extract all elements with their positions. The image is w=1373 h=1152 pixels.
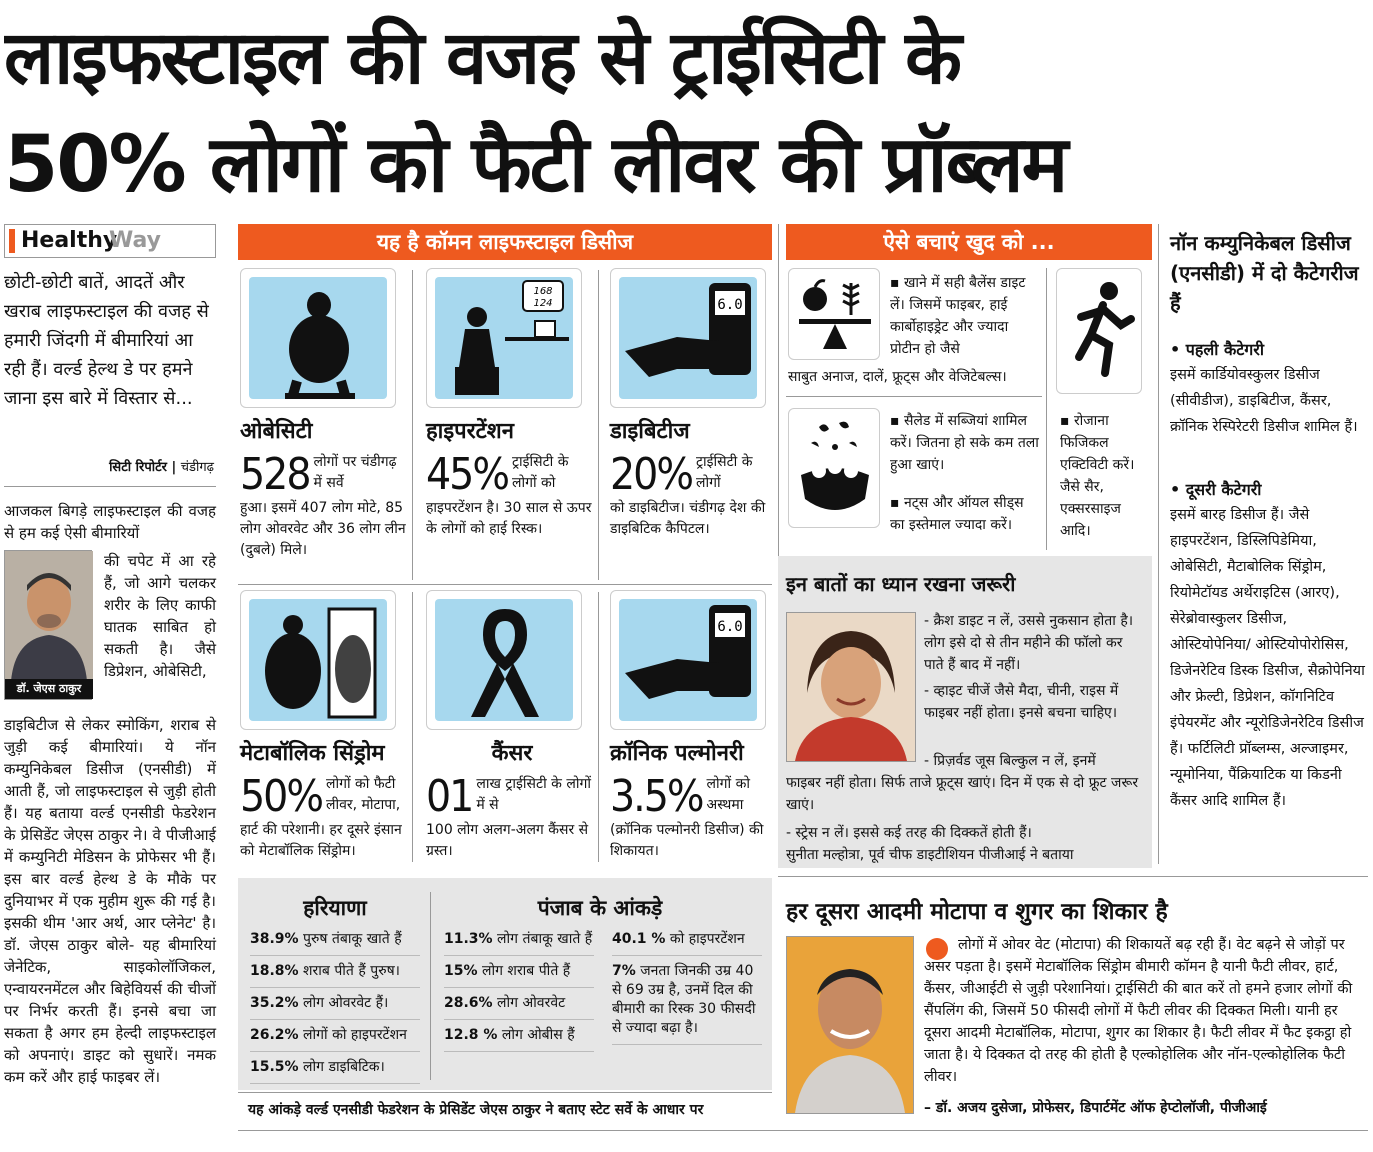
stat-row [250,1020,420,1052]
tip-balanced-diet-a: ▪ खाने में सही बैलेंस डाइट लें। जिसमें फाइबर, हाई कार्बोहाइड्रेट और ज्यादा प्रोटीन हो जैसे [890,275,1026,357]
obesity-text-b: हुआ। इसमें 407 लोग मोटे, 85 लोग ओवरवेट और 36 लोग लीन (दुबले) मिले। [240,500,406,558]
common-diseases-header: यह है कॉमन लाइफस्टाइल डिसीज [238,224,772,260]
ncd-title: नॉन कम्युनिकेबल डिसीज (एनसीडी) में दो कैटेगरीज हैं [1170,231,1359,315]
cancer-desc [426,771,592,862]
stat-value: 18.8% [250,963,299,979]
obesity-text-a: लोगों पर चंडीगढ़ में सर्वे [313,454,397,491]
metabolic-syndrome-desc [240,771,406,862]
stat-value: 40.1 % [612,931,666,947]
tip-salad: ▪ सैलेड में सब्जियां शामिल करें। जितना हो सके कम तला हुआ खाएं। [890,413,1039,473]
stat-value: 15% [444,963,478,979]
photo-caption: डॉ. जेएस ठाकुर [5,679,93,699]
haryana-list [250,924,420,1084]
stat-row [612,956,762,1045]
stat-text: को हाइपरटेंशन [669,931,745,947]
careful-credit: सुनीता मल्होत्रा, पूर्व चीफ डाइटीशियन पीजीआई ने बताया [786,847,1074,863]
careful-p2: - व्हाइट चीजें जैसे मैदा, चीनी, राइस में फाइबर नहीं होता। इनसे बचना चाहिए। [924,683,1119,721]
cancer-stat: 01 [426,771,473,822]
chronic-pulmonary-stat: 3.5% [610,771,703,822]
stat-text: पुरुष तंबाकू खाते हैं [303,931,402,947]
cancer-icon [426,590,582,730]
ncd-cat2-text: इसमें बारह डिसीज हैं। जैसे हाइपरटेंशन, डिस्लिपिडेमिया, ओबेसिटी, मैटाबोलिक सिंड्रोम, रियोमेटॉयड अर्थेराइटिस (आरए), सेरेब्रोवास्कुलर डिसीज, ओस्टियोपेनिया/ ओस्टियोपोरोसिस, डिजेनरेटिव डिस्क डिसीज, सैक्रोपेनिया और फ्रेल्टी, डिप्रेशन, कॉगनिटिव इंपेयरमेंट और न्यूरोडिजेनरेटिव डिसीज हैं। फर्टिलिटी प्रॉब्लम्स, अल्जाइमर, न्यूमोनिया, पैंक्रियाटिक या किडनी कैंसर आदि शामिल हैं। [1170,507,1365,809]
careful-p1: - क्रैश डाइट न लें, उससे नुकसान होता है। लोग इसे दो से तीन महीने की फॉलो कर पाते हैं बाद में नहीं। [924,613,1134,673]
careful-p3a: - प्रिज़र्वड जूस बिल्कुल न लें, इनमें [924,753,1096,769]
badge-light: Way [109,228,161,253]
punjab-list-2 [612,924,762,1045]
left-intro: छोटी-छोटी बातें, आदतें और खराब लाइफस्टाइल की वजह से हमारी जिंदगी में बीमारियां आ रही हैं। वर्ल्ड हेल्थ डे पर हमने जाना इस बारे में विस्तार से... [4,272,209,409]
meter-reading: 6.0 [717,297,743,313]
punjab-title: पंजाब के आंकड़े [537,896,663,920]
stat-row [250,956,420,988]
tip-nuts: ▪ नट्स और ऑयल सीड्स का इस्तेमाल ज्यादा करें। [890,495,1024,533]
stat-value: 7% [612,963,636,979]
bp-reading-bottom: 124 [533,298,553,309]
stat-value: 15.5% [250,1059,299,1075]
punjab-list-1 [444,924,594,1052]
metabolic-syndrome-text-b: हार्ट की परेशानी। हर दूसरे इंसान को मेटाबॉलिक सिंड्रोम। [240,822,402,859]
obesity-text: लोगों में ओवर वेट (मोटापा) की शिकायतें बढ़ रही हैं। वेट बढ़ने से जोड़ों पर असर पड़ता है। इसमें मेटाबॉलिक सिंड्रोम बीमारी कॉमन है यानी फैटी लीवर, हार्ट, कैंसर, जीआईटी से जुड़ी परेशानियां। ट्राईसिटी की बात करें तो हमने हजार लोगों की सैंपलिंग की, जिसमें 50 फीसदी लोगों में फैटी लीवर की दिक्कत मिली। यानी हर दूसरा आदमी मेटाबॉलिक, मोटापा, शुगर का शिकार है। फैटी लीवर में फैट इकट्ठा हो जाता है। ये दिक्कत दो तरह की होती है एल्कोहोलिक और नॉन-एल्कोहोलिक फैटी लीवर। [924,937,1353,1085]
hypertension-title: हाइपरटेंशन [426,419,514,444]
stat-text: लोग तंबाकू खाते हैं [497,931,593,947]
stat-text: लोग ओबीस हैं [501,1027,575,1043]
balance-diet-icon [788,268,880,360]
chronic-pulmonary-desc [610,771,776,862]
headline-line-2: 50% लोगों को फैटी लीवर की प्रॉब्लम [4,120,1067,210]
stat-value: 35.2% [250,995,299,1011]
stat-row [612,924,762,956]
obesity-title: ओबेसिटी [240,419,313,444]
badge-bold: Healthy [21,228,118,253]
hypertension-stat: 45% [426,449,508,500]
running-person-icon [1056,268,1142,394]
tip-balanced-diet-b: साबुत अनाज, दालें, फ्रूट्स और वेजिटेबल्स। [788,369,1007,385]
hypertension-desc [426,449,592,540]
prevention-header: ऐसे बचाएं खुद को ... [786,224,1152,260]
cancer-title: कैंसर [491,741,533,766]
metabolic-syndrome-title: मेटाबॉलिक सिंड्रोम [240,741,385,766]
malhotra-photo [786,612,916,762]
diabetes-title: डाइबिटीज [610,419,690,444]
stat-value: 11.3% [444,931,493,947]
stat-row [250,924,420,956]
diabetes-stat: 20% [610,449,692,500]
diabetes-text-a: ट्राईसिटी के लोगों [695,454,753,491]
careful-p4: - स्ट्रेस न लें। इससे कई तरह की दिक्कतें होती हैं। [786,825,1032,841]
stat-text: लोग ओवरवेट [497,995,566,1011]
stat-value: 38.9% [250,931,299,947]
stat-value: 12.8 % [444,1027,498,1043]
diabetes-text-b: को डाइबिटीज। चंडीगढ़ देश की डाइबिटिक कैपिटल। [610,500,766,537]
stat-text: लोग शराब पीते हैं [481,963,571,979]
left-para-1c: डाइबिटीज से लेकर स्मोकिंग, शराब से जुड़ी कई बीमारियां। ये नॉन कम्युनिकेबल डिसीज (एनसीडी) में आती हैं, जो लाइफस्टाइल से जुड़ी होती हैं। यह बताया वर्ल्ड एनसीडी फेडरेशन के प्रेसिडेंट जेएस ठाकुर ने। वे पीजीआई में कम्युनिटी मेडिसन के प्रोफेसर भी हैं। इस बार वर्ल्ड हेल्थ डे के मौके पर दुनियाभर में एक मुहीम शुरू की गई है। इसकी थीम 'आर अर्थ, आर प्लेनेट' है। डॉ. जेएस ठाकुर बोले- यह बीमारियां जेनेटिक, साइकोलॉजिकल, एन्वायरनमेंटल और बिहेवियर्स की चीजों पर निर्भर करती हैं। इनसे बचा जा सकता है अगर हम हेल्दी लाइफस्टाइल को अपनाएं। डाइट को सुधारें। नमक कम करें और हाई फाइबर लें। [4,716,216,1086]
obesity-stat: 528 [240,449,310,500]
hypertension-text-b: हाइपरटेंशन है। 30 साल से ऊपर के लोगों को हाई रिस्क। [426,500,592,537]
stat-row [444,988,594,1020]
metabolic-syndrome-stat: 50% [240,771,322,822]
chronic-pulmonary-text-a: लोगों को अस्थमा [706,776,751,813]
metabolic-syndrome-icon [240,590,396,730]
cancer-text-b: 100 लोग अलग-अलग कैंसर से ग्रस्त। [426,822,589,859]
meter-reading-2: 6.0 [717,619,743,635]
stat-value: 26.2% [250,1027,299,1043]
tip-activity: ▪ रोजाना फिजिकल एक्टिविटी करें। जैसे सैर, एक्सरसाइज आदि। [1060,413,1135,539]
obesity-title: हर दूसरा आदमी मोटापा व शुगर का शिकार है [786,899,1168,925]
stat-text: शराब पीते हैं पुरुष। [303,963,400,979]
ncd-cat1-text: इसमें कार्डियोवस्कुलर डिसीज (सीवीडीज), डाइबिटीज, कैंसर, क्रॉनिक रेस्पिरेटरी डिसीज शामिल हैं। [1170,367,1358,435]
stat-row [444,924,594,956]
salad-bowl-icon [788,408,880,528]
stat-text: जनता जिनकी उम्र 40 से 69 उम्र है, उनमें दिल की बीमारी का रिस्क 30 फीसदी से ज्यादा बढ़ा है। [612,963,756,1036]
chronic-pulmonary-icon [610,590,766,730]
stat-row [444,1020,594,1052]
stat-text: लोग डाइबिटिक। [303,1059,385,1075]
byline-author: सिटी रिपोर्टर [109,460,167,475]
obesity-credit: – डॉ. अजय दुसेजा, प्रोफेसर, डिपार्टमेंट ऑफ हेप्टोलॉजी, पीजीआई [924,1100,1267,1116]
left-byline: सिटी रिपोर्टर | चंडीगढ़ [109,460,214,475]
hypertension-text-a: ट्राईसिटी के लोगों को [511,454,569,491]
left-para-1b: की चपेट में आ रहे हैं, जो आगे चलकर शरीर के लिए काफी घातक साबित हो सकती है। जैसे डिप्रेशन, ओबेसिटी, [104,552,216,680]
chronic-pulmonary-text-b: (क्रॉनिक पल्मोनरी डिसीज) की शिकायत। [610,822,764,859]
stat-row [444,956,594,988]
thakur-photo [4,550,92,700]
duseja-photo [786,936,914,1114]
bp-reading-top: 168 [533,286,553,297]
chronic-pulmonary-title: क्रॉनिक पल्मोनरी [610,741,744,766]
diabetes-desc [610,449,776,540]
cancer-text-a: लाख ट्राईसिटी के लोगों में से [476,776,591,813]
stat-text: लोगों को हाइपरटेंशन [303,1027,407,1043]
ncd-cat2-title: • दूसरी कैटेगरी [1170,480,1262,499]
stat-value: 28.6% [444,995,493,1011]
obesity-desc [240,449,406,561]
byline-city: चंडीगढ़ [180,460,214,475]
obesity-icon [240,268,396,408]
ncd-cat1-title: • पहली कैटेगरी [1170,340,1264,359]
haryana-title: हरियाणा [303,896,367,920]
stats-footer: यह आंकड़े वर्ल्ड एनसीडी फेडरेशन के प्रेसिडेंट जेएस ठाकुर ने बताए स्टेट सर्वे के आधार पर [248,1102,704,1118]
healthy-way-badge [4,224,216,258]
careful-p3b: फाइबर नहीं होता। सिर्फ ताजे फ्रूट्स खाएं। दिन में एक से दो फ्रूट जरूर खाएं। [786,775,1139,813]
stat-row [250,1052,420,1084]
hypertension-icon [426,268,582,408]
careful-title: इन बातों का ध्यान रखना जरूरी [786,572,1016,596]
left-para-1a: आजकल बिगड़े लाइफस्टाइल की वजह से हम कई ऐसी बीमारियों [4,502,216,542]
headline-line-1: लाइफस्टाइल की वजह से ट्राईसिटी के [4,15,960,101]
stat-text: लोग ओवरवेट हैं। [303,995,389,1011]
diabetes-icon [610,268,766,408]
metabolic-syndrome-text-a: लोगों को फैटी लीवर, मोटापा, [325,776,401,813]
stat-row [250,988,420,1020]
